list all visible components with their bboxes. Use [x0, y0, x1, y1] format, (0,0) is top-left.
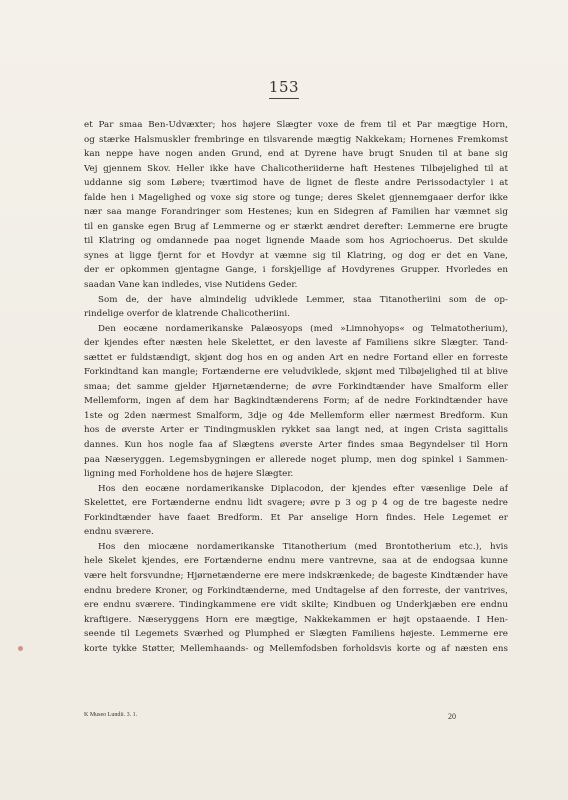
text-line: der er opkommen gjentagne Gange, i forskjellige af Hovdyrenes Grupper. Hvorledes en — [84, 265, 508, 276]
text-line: synes at ligge fjernt for et Hovdyr at væmne sig til Klatring, og dog er det en Vane, — [84, 250, 508, 261]
text-line: Forkindtand kan mangle; Fortænderne ere veludviklede, skjønt med Tilbøjelighed til at blive — [84, 367, 508, 378]
page-number-rule — [269, 98, 299, 99]
text-line: Den eocæne nordamerikanske Palæosyops (med »Limnohyops« og Telmatotherium), — [98, 323, 508, 334]
text-line: uddanne sig som Løbere; tværtimod have de lignet de fleste andre Perissodactyler i at — [84, 178, 508, 189]
text-line: sættet er fuldstændigt, skjønt dog hos en og anden Art en nedre Fortand eller en forreste — [84, 352, 508, 363]
text-line: Forkindtænder have faaet Bredform. Et Par anselige Horn findes. Hele Legemet er — [84, 512, 508, 523]
page-number — [0, 78, 568, 99]
text-line: kraftigere. Næseryggens Horn ere mægtige, Nakkekammen er højt opstaaende. I Hen- — [84, 614, 508, 625]
text-line: og stærke Halsmuskler frembringe en tilsvarende mægtig Nakkekam; Hornenes Fremkomst — [84, 134, 508, 145]
text-line: saadan Vane kan indledes, vise Nutidens Geder. — [84, 280, 298, 291]
text-line: ere endnu sværere. Tindingkammene ere vidt skilte; Kindbuen og Underkjæben ere endnu — [84, 600, 508, 611]
body-text — [84, 118, 508, 656]
text-line: endnu bredere Kroner, og Forkindtænderne, med Undtagelse af den forreste, der vantrives, — [84, 585, 508, 596]
text-line: til en ganske egen Brug af Lemmerne og er stærkt ændret derefter: Lemmerne ere brugte — [84, 221, 508, 232]
text-line: endnu sværere. — [84, 527, 154, 538]
text-line: ligning med Forholdene hos de højere Slægter. — [84, 469, 294, 480]
text-line: Mellemform, ingen af dem har Bagkindtænderens Form; af de nedre Forkindtænder have — [84, 396, 508, 407]
text-line: falde hen i Magelighed og voxe sig store og tunge; deres Skelet gjennemgaaer derfor ikke — [84, 192, 508, 203]
text-line: korte tykke Støtter, Mellemhaands- og Mellemfodsben forholdsvis korte og af næsten ens — [84, 643, 508, 654]
text-line: smaa; det samme gjelder Hjørnetænderne; de øvre Forkindtænder have Smalform eller — [84, 381, 508, 392]
text-line: til Klatring og omdannede paa noget lignende Maade som hos Agriochoerus. Det skulde — [84, 236, 508, 247]
text-line: Vej gjennem Skov. Heller ikke have Chalicotheriiderne haft Hestenes Tilbøjelighed til at — [84, 163, 508, 174]
text-line: paa Næseryggen. Legemsbygningen er allerede noget plump, men dog spinkel i Sammen- — [84, 454, 508, 465]
page-number-text: 153 — [268, 78, 300, 96]
text-line: Som de, der have almindelig udviklede Lemmer, staa Titanotheriini som de op- — [98, 294, 508, 305]
text-line: hos de øverste Arter er Tindingmusklen rykket saa langt ned, at ingen Crista sagittalis — [84, 425, 508, 436]
text-line: kan neppe have nogen anden Grund, end at Dyrene have brugt Snuden til at bane sig — [84, 149, 508, 160]
text-line: hele Skelet kjendes, ere Fortænderne endnu mere vantrevne, saa at de endogsaa kunne — [84, 556, 508, 567]
footer-series-mark: K Museo Lundii. 3. 1. — [84, 712, 138, 718]
signature-mark: 20 — [448, 712, 456, 721]
text-line: et Par smaa Ben-Udvæxter; hos højere Slægter voxe de frem til et Par mægtige Horn, — [84, 120, 508, 130]
text-line: Skelettet, ere Fortænderne endnu lidt svagere; øvre p 3 og p 4 og de tre bageste nedre — [84, 498, 508, 509]
text-line: dannes. Kun hos nogle faa af Slægtens øverste Arter findes smaa Begyndelser til Horn — [84, 440, 508, 451]
text-line: rindelige overfor de klatrende Chalicotheriini. — [84, 309, 291, 320]
text-line: seende til Legemets Sværhed og Plumphed er Slægten Familiens højeste. Lemmerne ere — [84, 629, 508, 640]
text-line: være helt forsvundne; Hjørnetænderne ere mere indskrænkede; de bageste Kindtænder have — [84, 570, 508, 581]
footer — [84, 712, 508, 721]
text-line: nær saa mange Forandringer som Hestenes; kun en Sidegren af Familien har væmnet sig — [84, 207, 508, 218]
text-line: Hos den miocæne nordamerikanske Titanotherium (med Brontotherium etc.), hvis — [98, 541, 508, 552]
text-line: Hos den eocæne nordamerikanske Diplacodon, der kjendes efter væsenlige Dele af — [98, 483, 508, 494]
text-line: 1ste og 2den nærmest Smalform, 3dje og 4de Mellemform eller nærmest Bredform. Kun — [84, 410, 508, 421]
text-line: der kjendes efter næsten hele Skelettet, er den laveste af Familiens sikre Slægter. Tand- — [84, 338, 508, 349]
ink-spot — [18, 646, 23, 651]
